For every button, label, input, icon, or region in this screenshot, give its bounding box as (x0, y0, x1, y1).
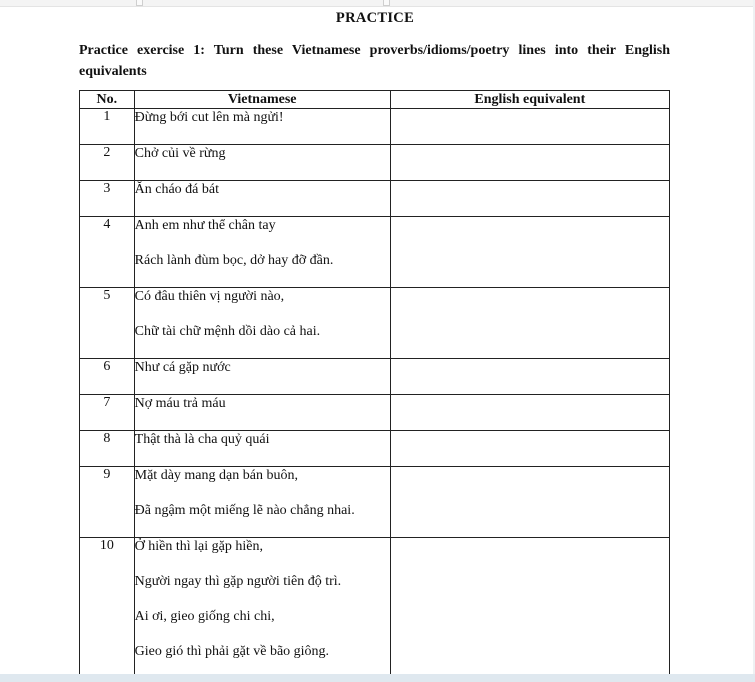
vietnamese-cell (134, 431, 390, 467)
table-row (80, 538, 670, 679)
header-vietnamese: Vietnamese (134, 91, 390, 109)
vietnamese-cell (134, 217, 390, 288)
vietnamese-cell (134, 145, 390, 181)
practice-table (79, 90, 670, 679)
vietnamese-line: Chở củi về rừng (134, 146, 226, 161)
row-number: 8 (80, 431, 135, 467)
header-english: English equivalent (390, 91, 669, 109)
row-number: 5 (80, 288, 135, 359)
vietnamese-line: Ăn cháo đá bát (134, 182, 219, 197)
vietnamese-line: Đã ngậm một miếng lẽ nào chẳng nhai. (134, 503, 355, 518)
vietnamese-line: Người ngay thì gặp người tiên độ trì. (134, 574, 342, 589)
page-title: PRACTICE (335, 10, 415, 26)
vietnamese-line: Anh em như thể chân tay (134, 218, 276, 233)
table-row (80, 359, 670, 395)
row-number: 9 (80, 467, 135, 538)
table-row (80, 145, 670, 181)
ruler-marker (383, 0, 390, 6)
vietnamese-cell (134, 109, 390, 145)
english-equivalent-cell[interactable] (390, 467, 669, 538)
vietnamese-line: Thật thà là cha quỷ quái (134, 432, 270, 447)
vietnamese-line: Rách lành đùm bọc, dở hay đỡ đần. (134, 253, 334, 268)
vietnamese-line: Có đâu thiên vị người nào, (134, 289, 285, 304)
vietnamese-cell (134, 395, 390, 431)
row-number: 1 (80, 109, 135, 145)
vietnamese-line: Gieo gió thì phải gặt về bão giông. (134, 644, 330, 659)
row-number: 3 (80, 181, 135, 217)
bottom-status-strip (0, 674, 755, 682)
vietnamese-line: Ai ơi, gieo giống chi chi, (134, 609, 275, 624)
header-no: No. (80, 91, 135, 109)
english-equivalent-cell[interactable] (390, 288, 669, 359)
table-header-row (80, 91, 670, 109)
row-number: 6 (80, 359, 135, 395)
row-number: 7 (80, 395, 135, 431)
vietnamese-line: Ở hiền thì lại gặp hiền, (134, 539, 263, 554)
english-equivalent-cell[interactable] (390, 217, 669, 288)
vietnamese-cell (134, 288, 390, 359)
english-equivalent-cell[interactable] (390, 181, 669, 217)
english-equivalent-cell[interactable] (390, 395, 669, 431)
row-number: 10 (80, 538, 135, 679)
vietnamese-line: Nợ máu trả máu (134, 396, 226, 411)
english-equivalent-cell[interactable] (390, 109, 669, 145)
vietnamese-cell (134, 538, 390, 679)
table-row (80, 217, 670, 288)
exercise-instruction: Practice exercise 1: Turn these Vietnamese proverbs/idioms/poetry lines into their English equivalents (79, 43, 670, 79)
english-equivalent-cell[interactable] (390, 538, 669, 679)
vietnamese-cell (134, 359, 390, 395)
row-number: 2 (80, 145, 135, 181)
english-equivalent-cell[interactable] (390, 431, 669, 467)
english-equivalent-cell[interactable] (390, 359, 669, 395)
table-row (80, 467, 670, 538)
vietnamese-cell (134, 181, 390, 217)
top-ruler-strip (0, 0, 755, 7)
table-row (80, 431, 670, 467)
table-row (80, 181, 670, 217)
table-row (80, 395, 670, 431)
vietnamese-line: Như cá gặp nước (134, 360, 231, 375)
table-row (80, 288, 670, 359)
vietnamese-line: Đừng bới cut lên mà ngửi! (134, 110, 284, 125)
table-row (80, 109, 670, 145)
vietnamese-line: Chữ tài chữ mệnh dồi dào cả hai. (134, 324, 321, 339)
vietnamese-cell (134, 467, 390, 538)
row-number: 4 (80, 217, 135, 288)
english-equivalent-cell[interactable] (390, 145, 669, 181)
ruler-marker (136, 0, 143, 6)
vietnamese-line: Mặt dày mang dạn bán buôn, (134, 468, 298, 483)
